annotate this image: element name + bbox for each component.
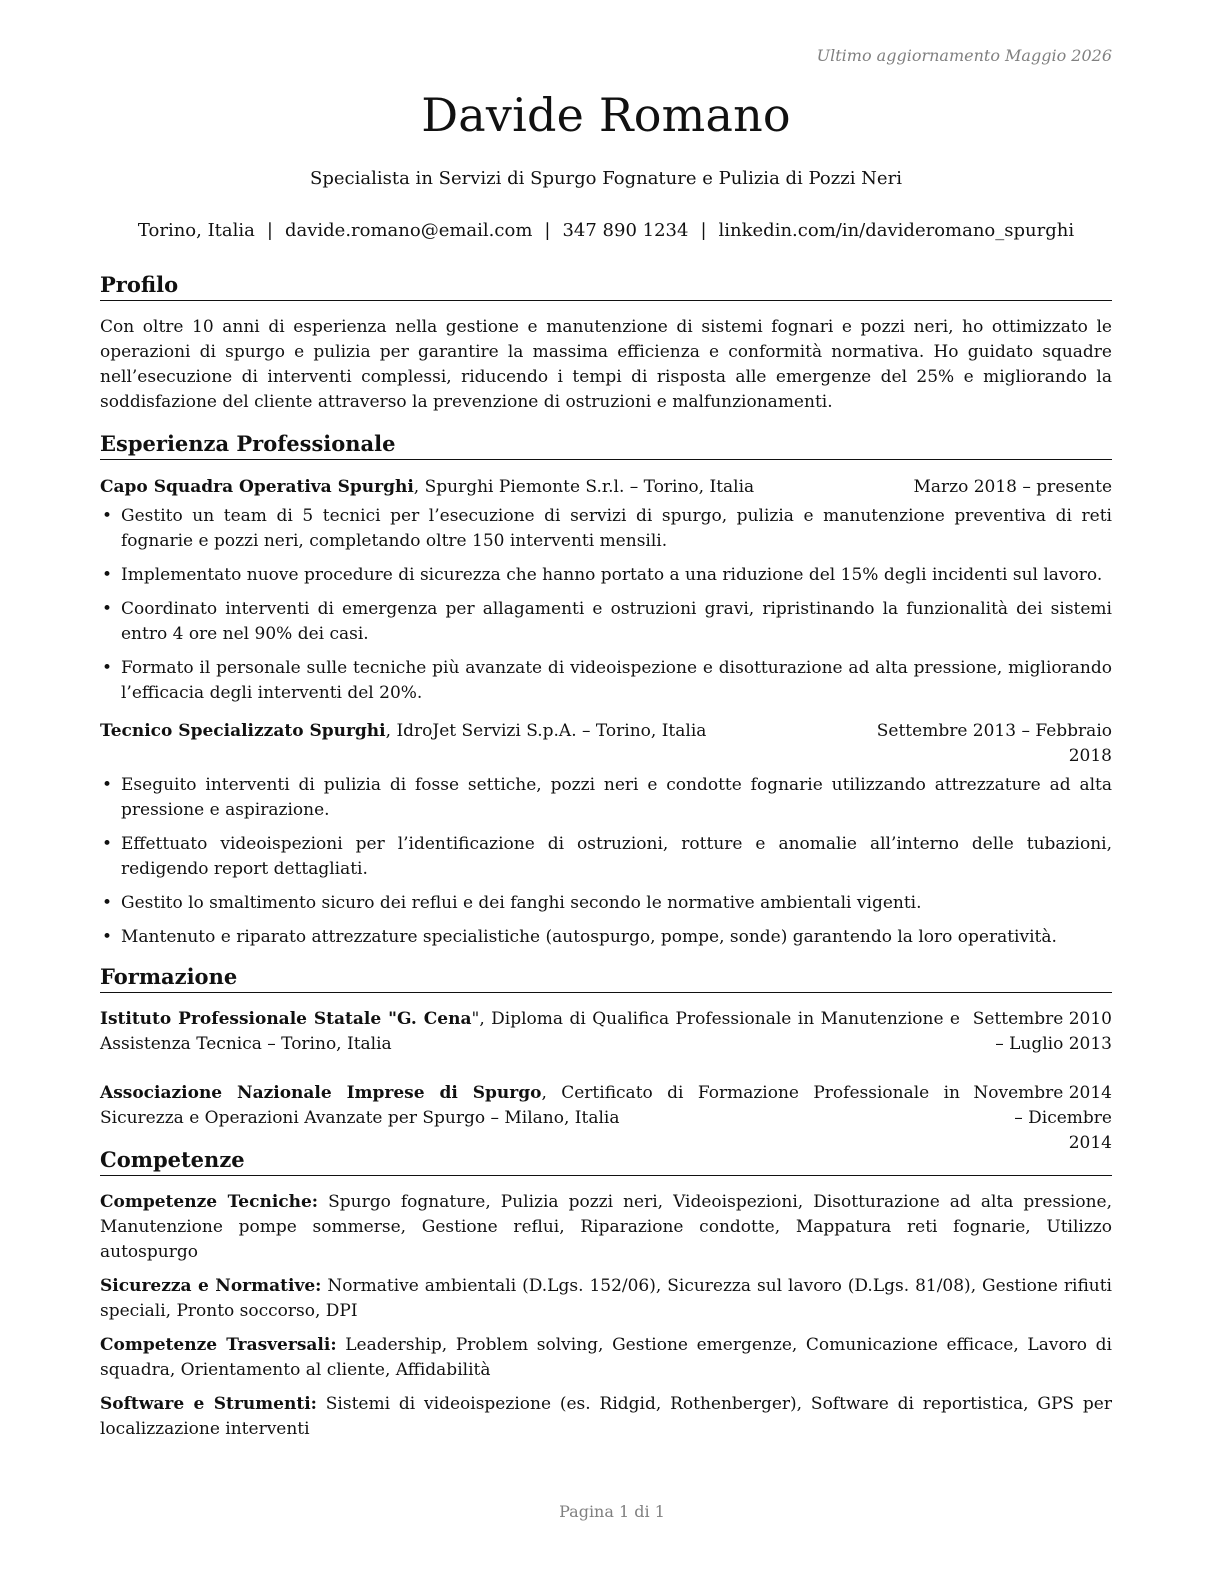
list-item: • Implementato nuove procedure di sicurezza che hanno portato a una riduzione del 15% degli incidenti sul lavoro. bbox=[100, 563, 1112, 588]
job-dates: Settembre 2013 – Febbraio 2018 bbox=[876, 721, 1112, 766]
job-entry bbox=[100, 719, 1112, 950]
education-detail: , Diploma di Qualifica Professionale in Manutenzione e Assistenza Tecnica – Torino, Italia bbox=[100, 1009, 960, 1054]
contact-email[interactable]: davide.romano@email.com bbox=[284, 220, 533, 241]
skills-section bbox=[100, 1147, 1112, 1442]
section-title-education: Formazione bbox=[100, 964, 1112, 993]
job-bullets bbox=[100, 773, 1112, 950]
list-item: • Gestito un team di 5 tecnici per l’esecuzione di servizi di spurgo, pulizia e manutenzione preventiva di reti fognarie e pozzi neri, completando oltre 150 interventi mensili. bbox=[100, 504, 1112, 554]
education-school-name: Istituto Professionale Statale " bbox=[100, 1009, 397, 1029]
experience-section bbox=[100, 431, 1112, 959]
list-item: • Mantenuto e riparato attrezzature specialistiche (autospurgo, pompe, sonde) garantendo la loro operatività. bbox=[100, 925, 1112, 950]
job-header bbox=[100, 475, 1112, 500]
job-entry bbox=[100, 475, 1112, 706]
profile-text: Con oltre 10 anni di esperienza nella gestione e manutenzione di sistemi fognari e pozzi neri, ho ottimizzato le operazioni di spurgo e pulizia per garantire la massima efficienza e conformità normativa. Ho guidato squadre nell’esecuzione di interventi complessi, riducendo i tempi di risposta alle emergenze del 25% e migliorando la soddisfazione del cliente attraverso la prevenzione di ostruzioni e malfunzionamenti. bbox=[100, 317, 1112, 412]
skill-text: Sistemi di videoispezione (es. Ridgid, Rothenberger), Software di reportistica, GPS per localizzazione interventi bbox=[100, 1394, 1112, 1439]
job-company: , Spurghi Piemonte S.r.l. – Torino, Italia bbox=[413, 477, 755, 497]
section-title-experience: Esperienza Professionale bbox=[100, 431, 1112, 460]
skill-group bbox=[100, 1274, 1112, 1324]
job-company: , IdroJet Servizi S.p.A. – Torino, Italia bbox=[385, 721, 707, 741]
education-description bbox=[100, 1081, 966, 1156]
profile-section bbox=[100, 272, 1112, 415]
contact-separator: | bbox=[544, 220, 551, 241]
contact-linkedin[interactable]: linkedin.com/in/davideromano_spurghi bbox=[718, 220, 1075, 241]
job-header bbox=[100, 719, 1112, 769]
education-dates: Novembre 2014 – Dicembre 2014 bbox=[973, 1083, 1112, 1153]
skill-label: Software e Strumenti: bbox=[100, 1394, 317, 1414]
education-school-namesake: G. Cena bbox=[397, 1009, 472, 1029]
education-detail: , Certificato di Formazione Professionale in Sicurezza e Operazioni Avanzate per Spurgo – Milano, Italia bbox=[100, 1083, 960, 1128]
section-title-skills: Competenze bbox=[100, 1147, 1112, 1176]
candidate-name: Davide Romano bbox=[421, 88, 791, 142]
skill-group bbox=[100, 1392, 1112, 1442]
education-entry bbox=[100, 1081, 1112, 1156]
education-school bbox=[100, 1009, 472, 1029]
list-item: • Eseguito interventi di pulizia di fosse settiche, pozzi neri e condotte fognarie utilizzando attrezzature ad alta pressione e aspirazione. bbox=[100, 773, 1112, 823]
last-updated: Ultimo aggiornamento Maggio 2026 bbox=[816, 46, 1112, 65]
job-dates: Marzo 2018 – presente bbox=[913, 477, 1112, 497]
job-role: Tecnico Specializzato Spurghi bbox=[100, 721, 386, 741]
candidate-tagline: Specialista in Servizi di Spurgo Fognature e Pulizia di Pozzi Neri bbox=[310, 168, 902, 189]
list-item: • Gestito lo smaltimento sicuro dei reflui e dei fanghi secondo le normative ambientali vigenti. bbox=[100, 891, 1112, 916]
education-section bbox=[100, 964, 1112, 1156]
skill-label: Competenze Tecniche: bbox=[100, 1192, 319, 1212]
skill-label: Sicurezza e Normative: bbox=[100, 1276, 322, 1296]
skill-group bbox=[100, 1333, 1112, 1383]
education-description bbox=[100, 1007, 966, 1057]
education-school-quote: " bbox=[471, 1009, 480, 1029]
job-bullets bbox=[100, 504, 1112, 706]
contact-location: Torino, Italia bbox=[137, 220, 255, 241]
job-title-line bbox=[100, 475, 913, 500]
skill-text: Spurgo fognature, Pulizia pozzi neri, Videoispezioni, Disotturazione ad alta pressione, Manutenzione pompe sommerse, Gestione reflui, Riparazione condotte, Mappatura reti fognarie, Utilizzo autospurgo bbox=[100, 1192, 1112, 1262]
contact-phone[interactable]: 347 890 1234 bbox=[562, 220, 689, 241]
list-item: • Formato il personale sulle tecniche più avanzate di videoispezione e disotturazione ad alta pressione, migliorando l’efficacia degli interventi del 20%. bbox=[100, 656, 1112, 706]
education-entry bbox=[100, 1007, 1112, 1057]
skill-text: Normative ambientali (D.Lgs. 152/06), Sicurezza sul lavoro (D.Lgs. 81/08), Gestione rifiuti speciali, Pronto soccorso, DPI bbox=[100, 1276, 1112, 1321]
contact-line bbox=[100, 220, 1112, 241]
skill-label: Competenze Trasversali: bbox=[100, 1335, 337, 1355]
section-title-profile: Profilo bbox=[100, 272, 1112, 301]
job-role: Capo Squadra Operativa Spurghi bbox=[100, 477, 414, 497]
page-number: Pagina 1 di 1 bbox=[559, 1502, 665, 1521]
education-dates: Settembre 2010 – Luglio 2013 bbox=[972, 1009, 1112, 1054]
skill-group bbox=[100, 1190, 1112, 1265]
contact-separator: | bbox=[700, 220, 707, 241]
list-item: • Coordinato interventi di emergenza per allagamenti e ostruzioni gravi, ripristinando la funzionalità dei sistemi entro 4 ore nel 90% dei casi. bbox=[100, 597, 1112, 647]
job-title-line bbox=[100, 719, 872, 769]
skill-text: Leadership, Problem solving, Gestione emergenze, Comunicazione efficace, Lavoro di squadra, Orientamento al cliente, Affidabilità bbox=[100, 1335, 1112, 1380]
contact-separator: | bbox=[266, 220, 273, 241]
list-item: • Effettuato videoispezioni per l’identificazione di ostruzioni, rotture e anomalie all’interno delle tubazioni, redigendo report dettagliati. bbox=[100, 832, 1112, 882]
education-school: Associazione Nazionale Imprese di Spurgo bbox=[100, 1083, 542, 1103]
